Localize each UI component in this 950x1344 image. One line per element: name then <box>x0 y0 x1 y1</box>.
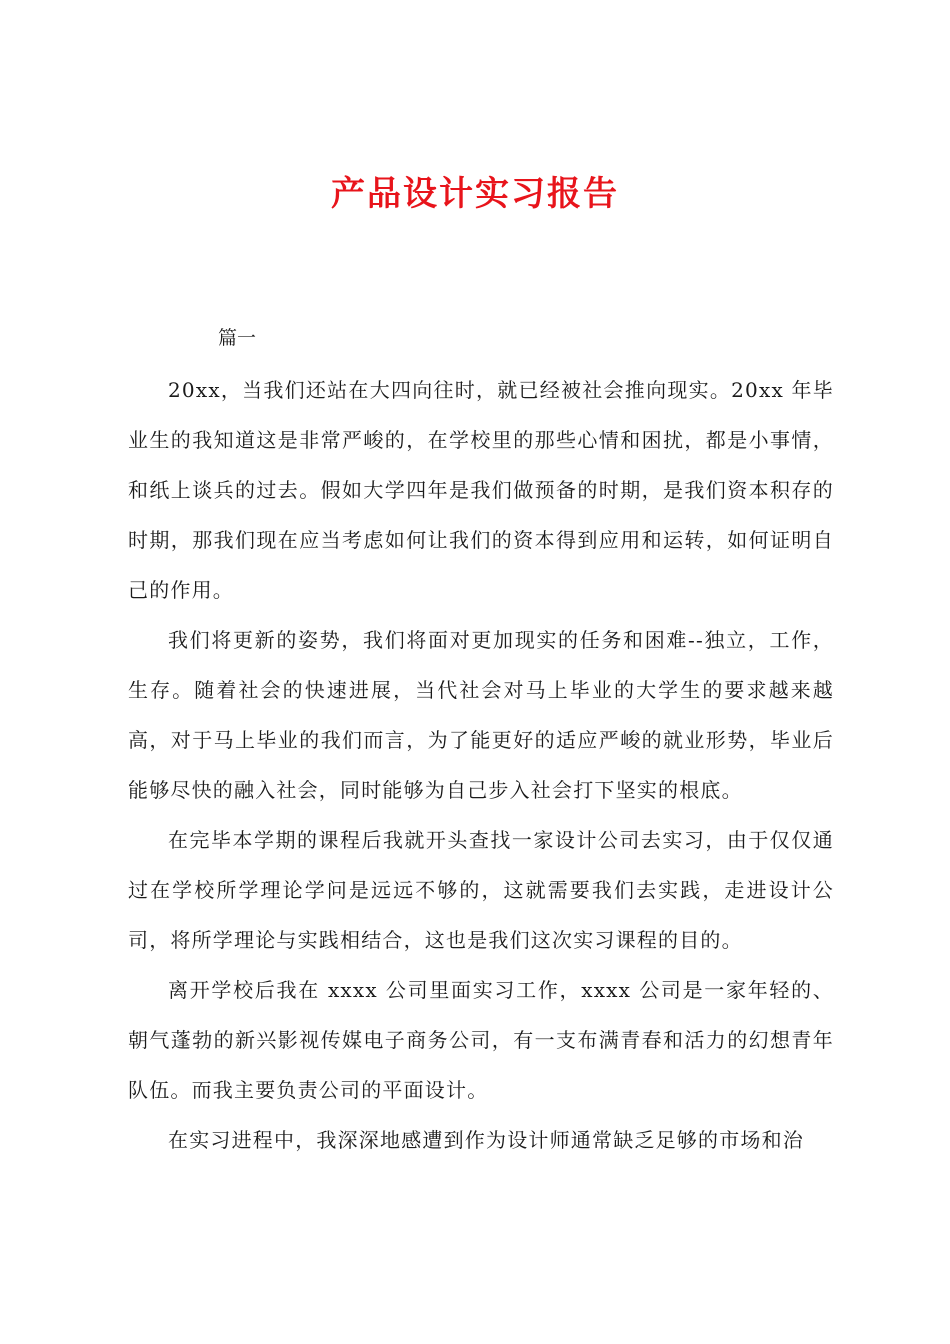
section-label: 篇一 <box>218 327 257 349</box>
document-body <box>128 365 834 1165</box>
paragraph: 在完毕本学期的课程后我就开头查找一家设计公司去实习，由于仅仅通过在学校所学理论学问是远远不够的，这就需要我们去实践，走进设计公司，将所学理论与实践相结合，这也是我们这次实习课程的目的。 <box>128 828 834 952</box>
paragraph: 在实习进程中，我深深地感遭到作为设计师通常缺乏足够的市场和治 <box>168 1128 804 1152</box>
paragraph: 我们将更新的姿势，我们将面对更加现实的任务和困难--独立，工作，生存。随着社会的快速进展，当代社会对马上毕业的大学生的要求越来越高，对于马上毕业的我们而言，为了能更好的适应严峻的就业形势，毕业后能够尽快的融入社会，同时能够为自己步入社会打下坚实的根底。 <box>128 628 834 802</box>
document-title: 产品设计实习报告 <box>331 174 619 214</box>
paragraph: 离开学校后我在 xxxx 公司里面实习工作，xxxx 公司是一家年轻的、朝气蓬勃的新兴影视传媒电子商务公司，有一支布满青春和活力的幻想青年队伍。而我主要负责公司的平面设计。 <box>128 978 834 1102</box>
paragraph: 20xx，当我们还站在大四向往时，就已经被社会推向现实。20xx 年毕业生的我知道这是非常严峻的，在学校里的那些心情和困扰，都是小事情，和纸上谈兵的过去。假如大学四年是我们做预备的时期，是我们资本积存的时期，那我们现在应当考虑如何让我们的资本得到应用和运转，如何证明自己的作用。 <box>128 378 834 602</box>
